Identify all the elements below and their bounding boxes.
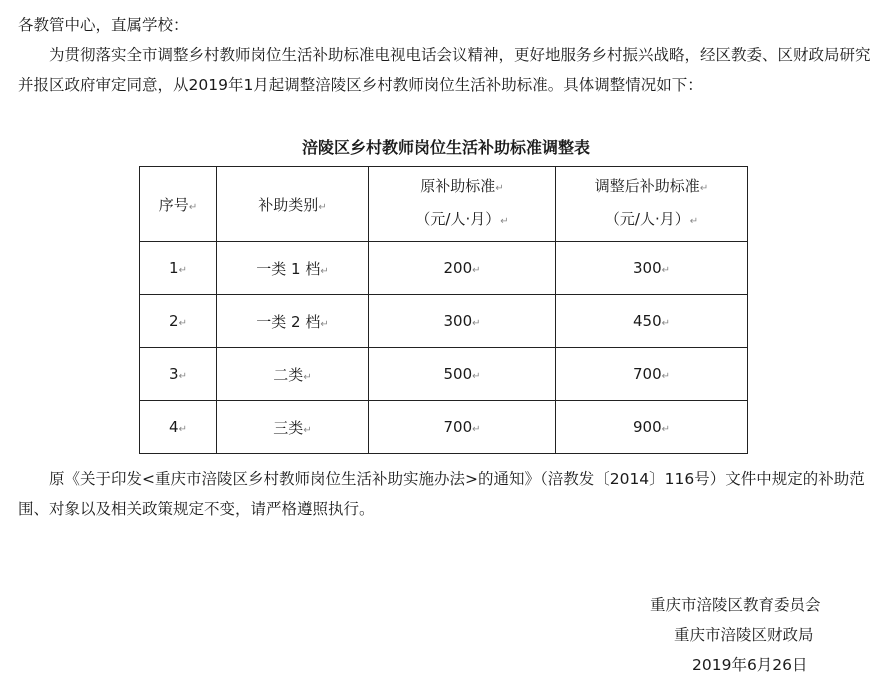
para-mark: ↵: [472, 318, 481, 329]
para-mark: ↵: [661, 371, 671, 382]
para-mark: ↵: [178, 424, 187, 435]
cell-original-value: 200: [443, 259, 473, 277]
signature-org-finance: 重庆市涪陵区财政局: [674, 626, 814, 644]
header-category-label: 补助类别: [258, 195, 319, 214]
header-adjusted: [556, 167, 748, 242]
subsidy-standard-table: [139, 166, 748, 454]
cell-original: [369, 295, 556, 348]
table-row: [140, 401, 748, 454]
header-category: [217, 167, 369, 242]
cell-no-value: 1: [169, 259, 179, 277]
para-mark: ↵: [178, 265, 187, 276]
cell-adjusted-value: 900: [632, 418, 662, 436]
cell-original: [369, 242, 556, 295]
cell-adjusted-value: 450: [632, 312, 662, 330]
para-mark: ↵: [472, 424, 481, 435]
header-original-label: 原补助标准: [420, 177, 496, 195]
para-mark: ↵: [472, 265, 481, 276]
cell-no: [140, 348, 217, 401]
cell-no: [140, 295, 217, 348]
para-mark: ↵: [661, 265, 671, 276]
cell-category: [217, 348, 369, 401]
body-paragraph-2: 原《关于印发<重庆市涪陵区乡村教师岗位生活补助实施办法>的通知》（涪教发〔2014〕116号）文件中规定的补助范围、对象以及相关政策规定不变，请严格遵照执行。: [18, 470, 865, 518]
cell-no: [140, 242, 217, 295]
header-no: [140, 167, 217, 242]
cell-category-value: 三类: [273, 418, 304, 437]
header-original-unit: （元/人·月）: [415, 210, 501, 228]
para-mark: ↵: [689, 216, 699, 227]
para-mark: ↵: [661, 318, 671, 329]
header-original: [369, 167, 556, 242]
cell-original: [369, 348, 556, 401]
header-no-label: 序号: [158, 195, 189, 214]
para-mark: ↵: [472, 371, 481, 382]
cell-category: [217, 242, 369, 295]
cell-original: [369, 401, 556, 454]
cell-adjusted-value: 300: [632, 259, 662, 277]
cell-adjusted: [556, 295, 748, 348]
para-mark: ↵: [188, 201, 198, 213]
cell-no-value: 4: [169, 418, 179, 436]
para-mark: ↵: [320, 265, 329, 277]
table-title: 涪陵区乡村教师岗位生活补助标准调整表: [301, 138, 590, 157]
table-row: [140, 295, 748, 348]
signature-org-education: 重庆市涪陵区教育委员会: [650, 596, 821, 614]
para-mark: ↵: [303, 424, 312, 436]
cell-original-value: 700: [443, 418, 473, 436]
para-mark: ↵: [500, 216, 509, 227]
table-row: [140, 242, 748, 295]
cell-adjusted: [556, 242, 748, 295]
body-paragraph-1: 为贯彻落实全市调整乡村教师岗位生活补助标准电视电话会议精神，更好地服务乡村振兴战略，经区教委、区财政局研究并报区政府审定同意，从2019年1月起调整涪陵区乡村教师岗位生活补助标准。具体调整情况如下：: [18, 46, 871, 94]
header-adjusted-label: 调整后补助标准: [594, 177, 700, 195]
cell-no-value: 3: [169, 365, 179, 383]
header-adjusted-unit: （元/人·月）: [604, 210, 690, 228]
cell-original-value: 300: [443, 312, 473, 330]
para-mark: ↵: [303, 371, 312, 383]
table-row: [140, 348, 748, 401]
para-mark: ↵: [495, 183, 504, 194]
table-header-row: [140, 167, 748, 242]
cell-adjusted: [556, 348, 748, 401]
para-mark: ↵: [318, 201, 327, 213]
cell-no-value: 2: [169, 312, 179, 330]
signature-date: 2019年6月26日: [692, 656, 808, 674]
cell-original-value: 500: [443, 365, 473, 383]
para-mark: ↵: [661, 424, 671, 435]
cell-adjusted-value: 700: [632, 365, 662, 383]
para-mark: ↵: [178, 318, 187, 329]
para-mark: ↵: [699, 183, 709, 194]
cell-category-value: 一类 2 档: [256, 312, 321, 331]
para-mark: ↵: [320, 318, 329, 330]
cell-category: [217, 401, 369, 454]
cell-category-value: 二类: [273, 365, 304, 384]
para-mark: ↵: [178, 371, 187, 382]
cell-adjusted: [556, 401, 748, 454]
cell-category-value: 一类 1 档: [256, 259, 321, 278]
cell-category: [217, 295, 369, 348]
cell-no: [140, 401, 217, 454]
salutation: 各教管中心，直属学校：: [18, 16, 189, 34]
